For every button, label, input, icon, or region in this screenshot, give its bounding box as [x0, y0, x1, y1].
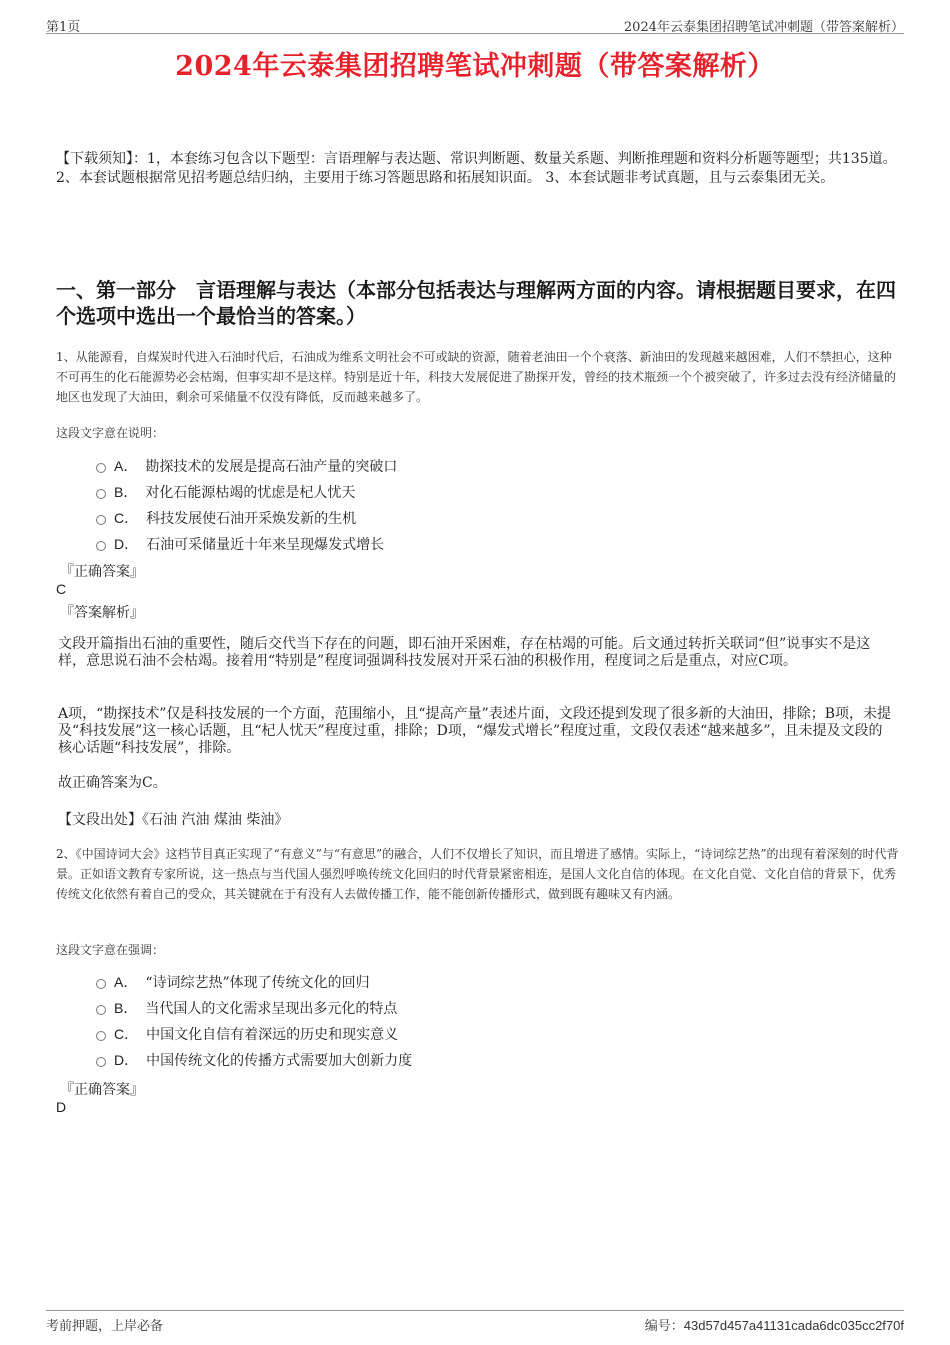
radio-icon[interactable] — [96, 1005, 106, 1015]
question-1-option-a[interactable] — [96, 453, 397, 479]
question-1-option-b[interactable] — [96, 479, 397, 505]
question-1-option-d[interactable] — [96, 531, 397, 557]
question-1-prompt: 这段文字意在说明： — [56, 426, 165, 440]
section-heading: 一、第一部分 言语理解与表达（本部分包括表达与理解两方面的内容。请根据题目要求，在四个选项中选出一个最恰当的答案。） — [56, 278, 896, 328]
option-letter: D． — [114, 536, 139, 552]
option-text: 中国传统文化的传播方式需要加大创新力度 — [146, 1053, 413, 1069]
question-2-options — [96, 969, 412, 1073]
question-1-answer-label: 『正确答案』 — [60, 564, 144, 580]
footer-slogan: 考前押题，上岸必备 — [46, 1319, 164, 1334]
question-2-option-c[interactable] — [96, 1021, 412, 1047]
option-text: 石油可采储量近十年来呈现爆发式增长 — [146, 537, 385, 553]
question-1-analysis-p1: 文段开篇指出石油的重要性，随后交代当下存在的问题，即石油开采困难，存在枯竭的可能。后文通过转折关联词“但”说事实不是这样，意思说石油不会枯竭。接着用“特别是”程度词强调科技发展对开采石油的积极作用，程度词之后是重点，对应C项。 — [58, 636, 871, 669]
option-letter: A． — [114, 458, 138, 474]
radio-icon[interactable] — [96, 541, 106, 551]
option-letter: D． — [114, 1052, 139, 1068]
radio-icon[interactable] — [96, 515, 106, 525]
question-1-option-c[interactable] — [96, 505, 397, 531]
page-footer — [46, 1310, 904, 1334]
option-text: 当代国人的文化需求呈现出多元化的特点 — [145, 1001, 398, 1017]
option-text: 勘探技术的发展是提高石油产量的突破口 — [145, 459, 398, 475]
footer-code-label: 编号： — [644, 1319, 684, 1334]
question-2-option-b[interactable] — [96, 995, 412, 1021]
option-letter: C． — [114, 1026, 139, 1042]
page-header — [46, 14, 904, 34]
option-text: 对化石能源枯竭的忧虑是杞人忧天 — [145, 485, 356, 501]
footer-code: 43d57d457a41131cada6dc035cc2f70f — [683, 1318, 904, 1333]
radio-icon[interactable] — [96, 1031, 106, 1041]
question-2-passage: 2、《中国诗词大会》这档节目真正实现了“有意义”与“有意思”的融合，人们不仅增长了知识，而且增进了感情。实际上，“诗词综艺热”的出现有着深刻的时代背景。正如语文教育专家所说，这一热点与当代国人强烈呼唤传统文化回归的时代背景紧密相连，是国人文化自信的体现。在文化自觉、文化自信的背景下，优秀传统文化依然有着自己的受众，其关键就在于有没有人去做传播工作，能不能创新传播形式，做到既有趣味又有内涵。 — [56, 847, 899, 901]
option-text: 科技发展使石油开采焕发新的生机 — [146, 511, 357, 527]
footer-code-block — [645, 1315, 904, 1334]
question-2-answer: D — [56, 1099, 67, 1115]
question-2-answer-label: 『正确答案』 — [60, 1082, 144, 1098]
document-title: 2024年云泰集团招聘笔试冲刺题（带答案解析） — [175, 51, 775, 82]
question-1-options — [96, 453, 397, 557]
option-letter: B． — [114, 484, 138, 500]
header-doc-name: 2024年云泰集团招聘笔试冲刺题（带答案解析） — [623, 20, 904, 35]
radio-icon[interactable] — [96, 463, 106, 473]
radio-icon[interactable] — [96, 1057, 106, 1067]
radio-icon[interactable] — [96, 979, 106, 989]
option-letter: C． — [114, 510, 139, 526]
question-2-option-a[interactable] — [96, 969, 412, 995]
radio-icon[interactable] — [96, 489, 106, 499]
question-1-passage: 1、从能源看，自煤炭时代进入石油时代后，石油成为维系文明社会不可或缺的资源，随着老油田一个个衰落、新油田的发现越来越困难，人们不禁担心，这种不可再生的化石能源势必会枯竭，但事实却不是这样。特别是近十年，科技大发展促进了勘探开发，曾经的技术瓶颈一个个被突破了，许多过去没有经济储量的地区也发现了大油田，剩余可采储量不仅没有降低，反而越来越多了。 — [56, 350, 897, 404]
option-letter: B． — [114, 1000, 138, 1016]
question-2-option-d[interactable] — [96, 1047, 412, 1073]
question-1-analysis-p2: A项，“勘探技术”仅是科技发展的一个方面，范围缩小，且“提高产量”表述片面，文段还提到发现了很多新的大油田，排除；B项，未提及“科技发展”这一核心话题，且“杞人忧天”程度过重，排除；D项，“爆发式增长”程度过重，文段仅表述“越来越多”，且未提及文段的核心话题“科技发展”，排除。 — [58, 706, 892, 756]
question-1-source: 【文段出处】《石油 汽油 煤油 柴油》 — [58, 812, 289, 828]
question-1-analysis-p3: 故正确答案为C。 — [58, 775, 167, 791]
question-1-analysis-label: 『答案解析』 — [60, 605, 144, 621]
question-1-answer: C — [56, 581, 67, 597]
option-text: “诗词综艺热”体现了传统文化的回归 — [145, 975, 370, 991]
download-notice: 【下载须知】：1，本套练习包含以下题型：言语理解与表达题、常识判断题、数量关系题、判断推理题和资料分析题等题型；共135道。 2、本套试题根据常见招考题总结归纳，主要用于练习答题思路和拓展知识面。 3、本套试题非考试真题，且与云泰集团无关。 — [56, 151, 897, 186]
option-text: 中国文化自信有着深远的历史和现实意义 — [146, 1027, 399, 1043]
page-number: 第1页 — [46, 20, 81, 35]
question-2-prompt: 这段文字意在强调： — [56, 943, 165, 957]
option-letter: A． — [114, 974, 138, 990]
